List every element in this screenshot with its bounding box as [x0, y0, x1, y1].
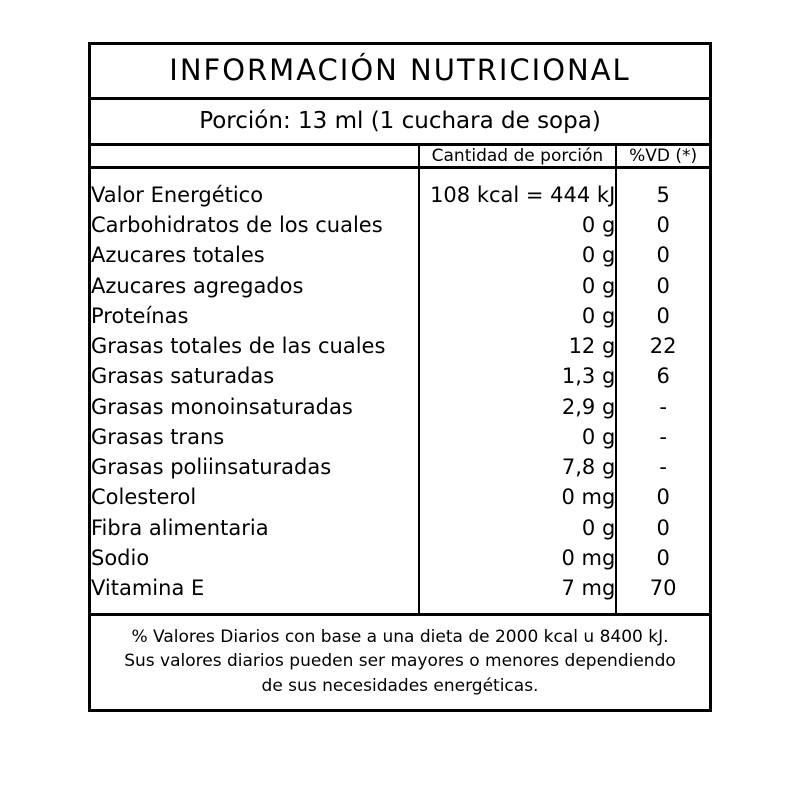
row-amount: 0 g — [419, 301, 617, 331]
row-vd: 22 — [616, 331, 709, 361]
row-vd: 0 — [616, 210, 709, 240]
row-vd: 0 — [616, 482, 709, 512]
row-amount: 108 kcal = 444 kJ — [419, 169, 617, 210]
row-vd: - — [616, 452, 709, 482]
row-label: Azucares totales — [91, 243, 265, 268]
row-label: Proteínas — [91, 303, 189, 328]
row-label: Grasas trans — [91, 424, 225, 449]
table-row — [91, 543, 709, 573]
row-vd: 0 — [616, 271, 709, 301]
row-amount: 7 mg — [419, 573, 617, 613]
row-label: Azucares agregados — [91, 273, 304, 298]
row-label: Fibra alimentaria — [91, 515, 269, 540]
table-row — [91, 361, 709, 391]
row-vd: 70 — [616, 573, 709, 613]
column-header-amount: Cantidad de porción — [419, 146, 617, 166]
row-label: Valor Energético — [91, 183, 264, 207]
table-row — [91, 573, 709, 613]
row-amount: 12 g — [419, 331, 617, 361]
row-amount: 0 mg — [419, 482, 617, 512]
footnote — [91, 616, 709, 708]
table-row — [91, 482, 709, 512]
row-vd: 0 — [616, 543, 709, 573]
footnote-line-1: % Valores Diarios con base a una dieta de 2000 kcal u 8400 kJ. — [131, 627, 669, 648]
row-amount: 0 mg — [419, 543, 617, 573]
row-amount: 0 g — [419, 422, 617, 452]
footnote-line-3: de sus necesidades energéticas. — [261, 675, 539, 696]
row-vd: 0 — [616, 240, 709, 270]
table-header-row — [91, 146, 709, 166]
table-header — [91, 146, 709, 166]
row-vd: - — [616, 422, 709, 452]
table-body — [91, 166, 709, 613]
row-label: Vitamina E — [91, 576, 205, 601]
row-amount: 1,3 g — [419, 361, 617, 391]
row-amount: 0 g — [419, 271, 617, 301]
table-row — [91, 392, 709, 422]
row-vd: 0 — [616, 513, 709, 543]
row-amount: 2,9 g — [419, 392, 617, 422]
row-vd: 5 — [616, 169, 709, 210]
row-amount: 0 g — [419, 240, 617, 270]
serving-size: Porción: 13 ml (1 cuchara de sopa) — [199, 108, 601, 134]
table-row — [91, 169, 709, 210]
column-header-name — [91, 146, 419, 166]
table-row — [91, 422, 709, 452]
row-label: Grasas totales de las cuales — [91, 334, 386, 359]
table-row — [91, 210, 709, 240]
row-vd: 6 — [616, 361, 709, 391]
row-label: Grasas monoinsaturadas — [91, 394, 353, 419]
row-label: Sodio — [91, 545, 150, 570]
nutrition-table — [91, 146, 709, 613]
row-label: Carbohidratos de los cuales — [91, 213, 383, 238]
nutrition-label — [88, 42, 712, 712]
label-title: INFORMACIÓN NUTRICIONAL — [169, 53, 631, 87]
table-row — [91, 271, 709, 301]
row-vd: 0 — [616, 301, 709, 331]
row-amount: 0 g — [419, 210, 617, 240]
row-label: Grasas saturadas — [91, 364, 275, 389]
table-row — [91, 301, 709, 331]
column-header-vd: %VD (*) — [616, 146, 709, 166]
footnote-line-2: Sus valores diarios pueden ser mayores o menores dependiendo — [124, 651, 676, 672]
row-amount: 0 g — [419, 513, 617, 543]
table-row — [91, 240, 709, 270]
row-label: Colesterol — [91, 485, 197, 510]
table-row — [91, 513, 709, 543]
row-label: Grasas poliinsaturadas — [91, 455, 332, 480]
table-row — [91, 331, 709, 361]
table-row — [91, 452, 709, 482]
row-amount: 7,8 g — [419, 452, 617, 482]
row-vd: - — [616, 392, 709, 422]
